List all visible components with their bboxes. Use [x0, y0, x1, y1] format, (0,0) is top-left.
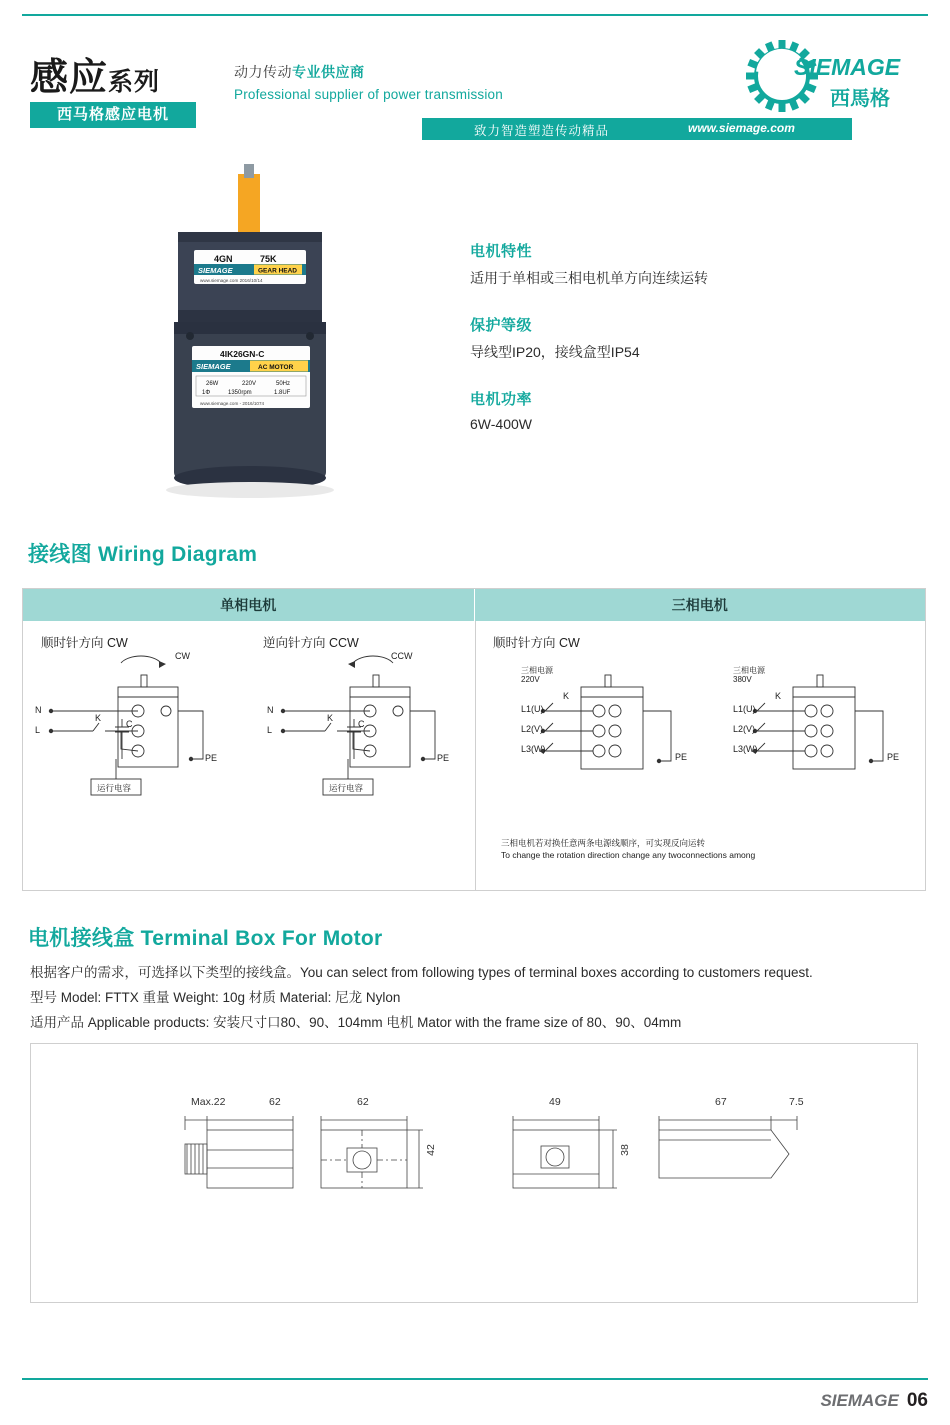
- terminal-line-3: 适用产品 Applicable products: 安装尺寸口80、90、104mm 电机 Mator with the frame size of 80、90、04mm: [30, 1015, 682, 1030]
- diagram-three-phase-380: [715, 669, 915, 849]
- label-n-2: N: [267, 705, 274, 715]
- spec-title-2: 电机功率: [470, 391, 533, 408]
- label-cw-three: 顺时针方向 CW: [493, 636, 580, 650]
- tagline-cn: [234, 62, 503, 82]
- svg-text:220V: 220V: [242, 381, 257, 387]
- label-l2-380: L2(V): [733, 724, 756, 734]
- spec-text-0: 适用于单相或三相电机单方向连续运转: [470, 270, 708, 286]
- product-photo: [150, 160, 370, 510]
- label-c-1: C: [126, 719, 133, 729]
- svg-text:1Φ: 1Φ: [202, 390, 211, 396]
- wiring-title-en: Wiring Diagram: [98, 543, 258, 566]
- terminal-drawing-box: [30, 1043, 918, 1303]
- dim-67: 67: [715, 1096, 727, 1108]
- label-n-1: N: [35, 705, 42, 715]
- tagline-en: Professional supplier of power transmission: [234, 87, 503, 102]
- label-cw-single: 顺时针方向 CW: [41, 636, 128, 650]
- svg-text:1.8UF: 1.8UF: [274, 390, 291, 396]
- svg-text:GEAR HEAD: GEAR HEAD: [258, 267, 298, 275]
- page-footer: [820, 1390, 928, 1412]
- label-ccw-single: 逆向针方向 CCW: [263, 636, 359, 650]
- wiring-diagram-box: [22, 588, 926, 891]
- logo-name-cn: 西馬格: [830, 88, 890, 110]
- label-l1-380: L1(U): [733, 704, 756, 714]
- top-rule: [22, 14, 928, 16]
- label-l-1: L: [35, 725, 41, 735]
- wiring-note-cn: 三相电机若对换任意两条电源线顺序，可实现反向运转: [501, 838, 706, 848]
- spec-title-1: 保护等级: [470, 317, 533, 334]
- wiring-section-title: [28, 538, 257, 568]
- strip-url[interactable]: www.siemage.com: [688, 121, 795, 135]
- label-src-380-cn: 三相电源: [733, 666, 765, 675]
- diagram-three-phase-220: [501, 669, 706, 849]
- footer-brand: SIEMAGE: [820, 1391, 899, 1410]
- label-capacitor-1: 运行电容: [97, 783, 132, 793]
- wiring-note-en: To change the rotation direction change any twoconnections among: [501, 850, 756, 860]
- terminal-section-title: [28, 922, 383, 952]
- svg-text:SIEMAGE: SIEMAGE: [196, 362, 231, 371]
- page-header: [22, 40, 928, 138]
- spec-list: [470, 240, 890, 458]
- terminal-description: [30, 960, 920, 1035]
- terminal-title-cn: 电机接线盒: [28, 927, 135, 950]
- label-capacitor-2: 运行电容: [329, 783, 364, 793]
- svg-text:75K: 75K: [260, 254, 277, 264]
- terminal-line-2: 型号 Model: FTTX 重量 Weight: 10g 材质 Material: 尼龙 Nylon: [30, 990, 401, 1005]
- dim-62a: 62: [269, 1096, 281, 1108]
- motor-illustration: [150, 160, 380, 510]
- tagline-cn-strong: 专业供应商: [292, 64, 365, 80]
- company-logo: [738, 36, 928, 122]
- label-k-380: K: [775, 691, 782, 701]
- svg-text:1350rpm: 1350rpm: [228, 390, 252, 396]
- logo-name: SIEMAGE: [794, 54, 901, 80]
- header-badge-label: 西马格感应电机: [56, 106, 169, 123]
- label-l-2: L: [267, 725, 273, 735]
- terminal-title-en: Terminal Box For Motor: [140, 927, 383, 950]
- label-l2-220: L2(V): [521, 724, 544, 734]
- label-pe-380: PE: [887, 752, 900, 762]
- terminal-line-1: 根据客户的需求，可选择以下类型的接线盒。You can select from following types of terminal boxes according to customers request.: [30, 965, 813, 980]
- label-k-220: K: [563, 691, 570, 701]
- header-title-series: 系列: [108, 68, 161, 96]
- footer-rule: [22, 1378, 928, 1380]
- label-l1-220: L1(U): [521, 704, 544, 714]
- svg-text:26W: 26W: [206, 381, 219, 387]
- label-src-220-cn: 三相电源: [521, 666, 553, 675]
- header-tagline: [234, 62, 503, 102]
- label-src-380-v: 380V: [733, 675, 752, 684]
- dim-75: 7.5: [789, 1096, 804, 1108]
- header-badge: [30, 102, 196, 128]
- label-c-2: C: [358, 719, 365, 729]
- label-src-220-v: 220V: [521, 675, 540, 684]
- svg-text:4GN: 4GN: [214, 254, 233, 264]
- label-pe-220: PE: [675, 752, 688, 762]
- footer-page-number: 06: [906, 1390, 928, 1411]
- svg-text:www.siemage.com 2016/10/14: www.siemage.com 2016/10/14: [200, 278, 263, 283]
- strip-slogan: 致力智造塑造传动精品: [474, 124, 610, 138]
- label-k-2: K: [327, 713, 334, 723]
- dim-38: 38: [618, 1144, 631, 1156]
- wiring-col-single-phase: 单相电机: [23, 589, 475, 621]
- dim-max22: Max.22: [191, 1096, 226, 1108]
- spec-text-2: 6W-400W: [470, 416, 532, 432]
- wiring-header-row: [23, 589, 925, 621]
- terminal-box-dimension-drawings: [161, 1094, 861, 1234]
- diagram-single-phase-ccw: [265, 649, 490, 849]
- dim-42: 42: [424, 1144, 437, 1156]
- spec-text-1: 导线型IP20，接线盒型IP54: [470, 344, 640, 360]
- label-pe-1: PE: [205, 753, 218, 763]
- diagram-single-phase-cw: [33, 649, 258, 849]
- wiring-col-three-phase: 三相电机: [475, 589, 926, 621]
- header-title-cn: 感应: [30, 57, 109, 99]
- svg-text:SIEMAGE: SIEMAGE: [198, 266, 233, 275]
- svg-text:50Hz: 50Hz: [276, 381, 291, 387]
- tagline-cn-normal: 动力传动: [234, 64, 292, 80]
- header-title: [30, 46, 160, 101]
- svg-text:AC MOTOR: AC MOTOR: [258, 364, 294, 371]
- label-pe-2: PE: [437, 753, 450, 763]
- label-l3-380: L3(W): [733, 744, 758, 754]
- label-arrow-cw-1: CW: [175, 651, 190, 661]
- wiring-title-cn: 接线图: [28, 543, 92, 566]
- dim-49: 49: [549, 1096, 561, 1108]
- label-arrow-ccw: CCW: [391, 651, 413, 661]
- svg-text:4IK26GN-C: 4IK26GN-C: [220, 349, 265, 359]
- label-l3-220: L3(W): [521, 744, 546, 754]
- svg-text:www.siemage.com - 2016/1074: www.siemage.com - 2016/1074: [200, 401, 265, 406]
- spec-title-0: 电机特性: [470, 243, 533, 260]
- dim-62b: 62: [357, 1096, 369, 1108]
- label-k-1: K: [95, 713, 102, 723]
